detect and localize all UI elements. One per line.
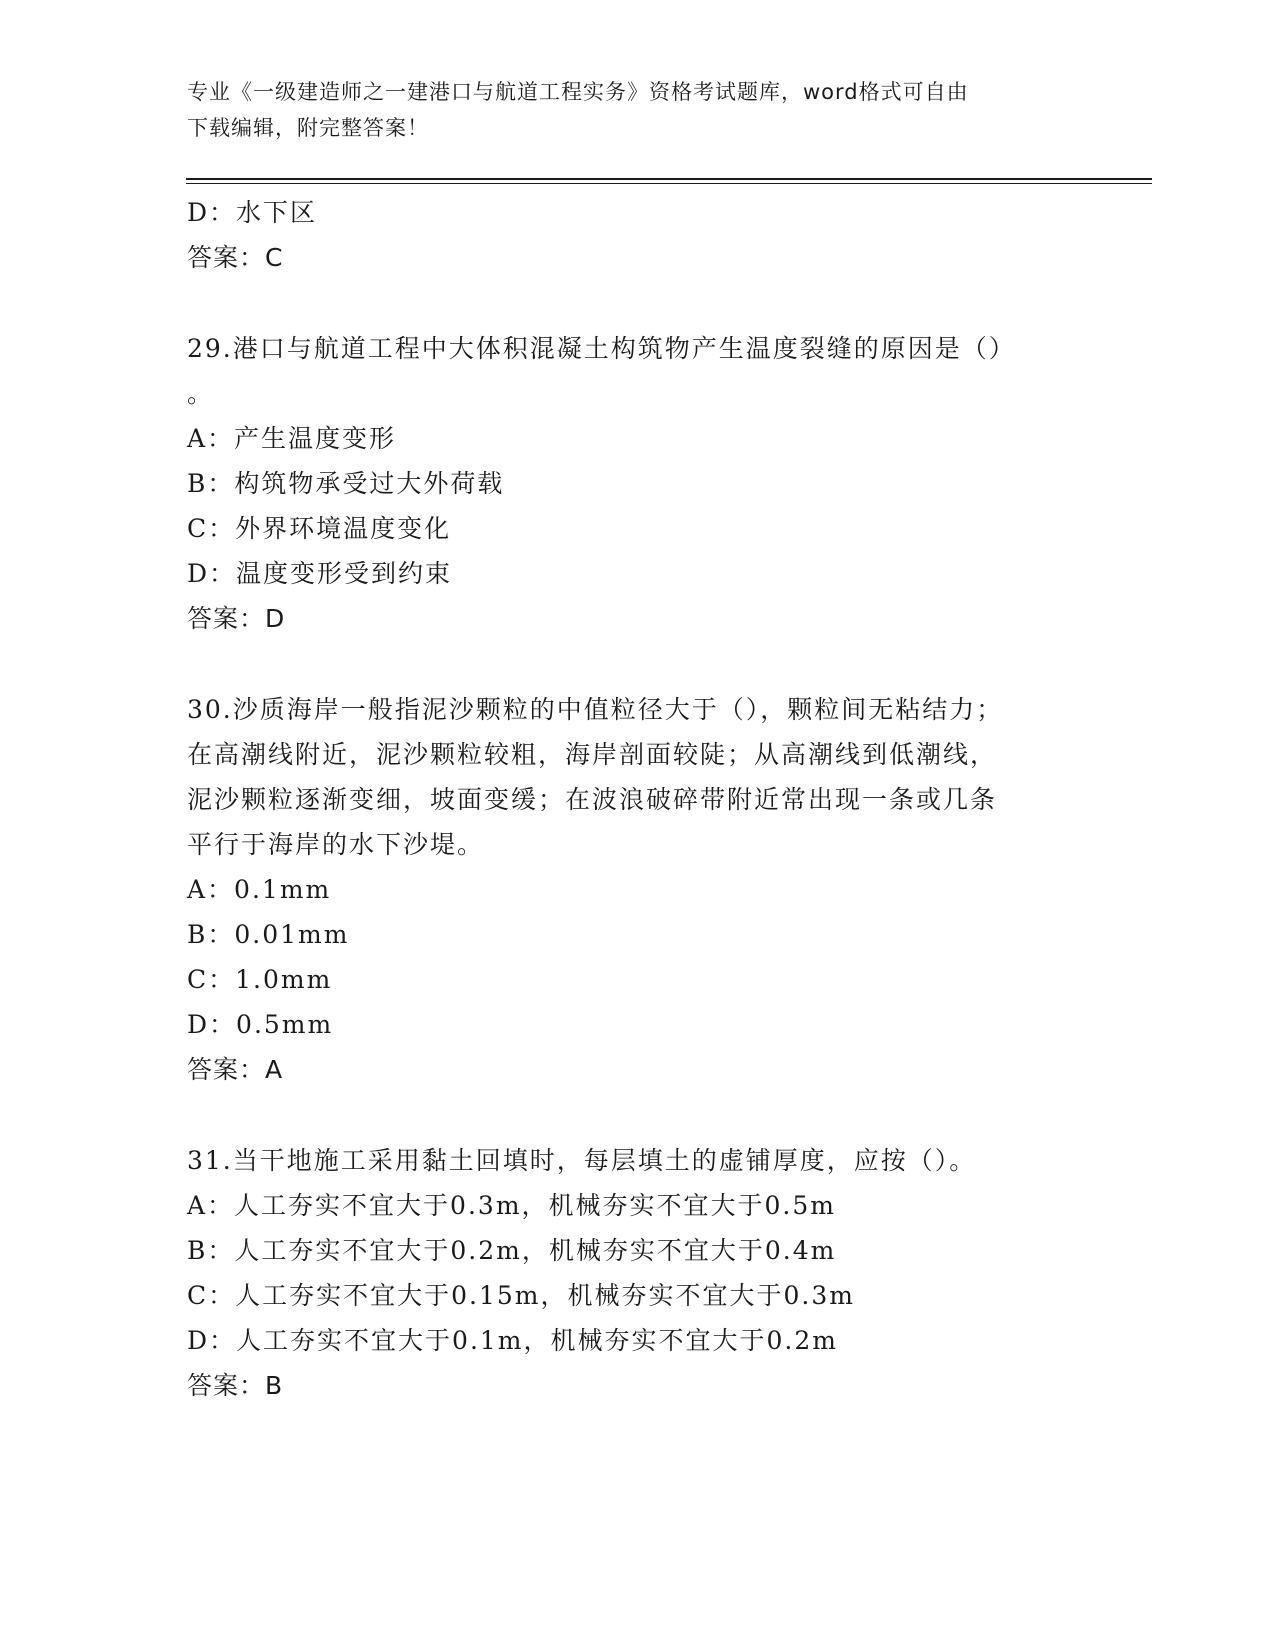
option-b: B：构筑物承受过大外荷载	[187, 469, 505, 498]
spacer	[187, 1092, 1087, 1138]
question-stem: 。	[187, 379, 215, 408]
answer-line	[187, 1047, 1087, 1092]
answer-line	[187, 235, 1087, 280]
option-d: D：0.5mm	[187, 1010, 334, 1039]
document-header	[187, 74, 1087, 146]
question-stem: 31.当干地施工采用黏土回填时，每层填土的虚铺厚度，应按（）。	[187, 1146, 977, 1175]
answer-line	[187, 1363, 1087, 1408]
question-30	[187, 687, 1087, 1092]
header-rule-thick	[186, 178, 1152, 180]
answer-label: 答案：	[187, 1055, 266, 1084]
option-d: D：人工夯实不宜大于0.1m，机械夯实不宜大于0.2m	[187, 1326, 838, 1355]
option-d: D：水下区	[187, 198, 318, 227]
option-c: C：外界环境温度变化	[187, 514, 452, 543]
option-a: A：人工夯实不宜大于0.3m，机械夯实不宜大于0.5m	[187, 1191, 836, 1220]
option-a: A：产生温度变形	[187, 424, 397, 453]
question-29	[187, 326, 1087, 641]
option-c: C：人工夯实不宜大于0.15m，机械夯实不宜大于0.3m	[187, 1281, 855, 1310]
question-content	[187, 190, 1087, 1408]
question-stem: 30.沙质海岸一般指泥沙颗粒的中值粒径大于（），颗粒间无粘结力；	[187, 695, 1004, 724]
answer-value: D	[265, 604, 286, 633]
spacer	[187, 641, 1087, 687]
answer-label: 答案：	[187, 604, 266, 633]
answer-label: 答案：	[187, 1371, 266, 1400]
header-line-1: 专业《一级建造师之一建港口与航道工程实务》资格考试题库，word格式可自由	[187, 80, 969, 104]
question-stem: 29.港口与航道工程中大体积混凝土构筑物产生温度裂缝的原因是（）	[187, 334, 1016, 363]
question-stem: 泥沙颗粒逐渐变细，坡面变缓；在波浪破碎带附近常出现一条或几条	[187, 785, 998, 814]
header-rule-thin	[186, 183, 1152, 184]
option-c: C：1.0mm	[187, 965, 333, 994]
option-d: D：温度变形受到约束	[187, 559, 453, 588]
spacer	[187, 280, 1087, 326]
question-stem: 在高潮线附近，泥沙颗粒较粗，海岸剖面较陡；从高潮线到低潮线，	[187, 740, 998, 769]
question-28-tail	[187, 190, 1087, 280]
answer-value: A	[265, 1055, 284, 1084]
answer-line	[187, 596, 1087, 641]
option-b: B：0.01mm	[187, 920, 350, 949]
question-stem: 平行于海岸的水下沙堤。	[187, 830, 485, 859]
answer-label: 答案：	[187, 243, 266, 272]
option-b: B：人工夯实不宜大于0.2m，机械夯实不宜大于0.4m	[187, 1236, 837, 1265]
question-31	[187, 1138, 1087, 1408]
answer-value: B	[265, 1371, 284, 1400]
answer-value: C	[265, 243, 284, 272]
header-line-2: 下载编辑，附完整答案！	[187, 116, 429, 140]
option-a: A：0.1mm	[187, 875, 332, 904]
